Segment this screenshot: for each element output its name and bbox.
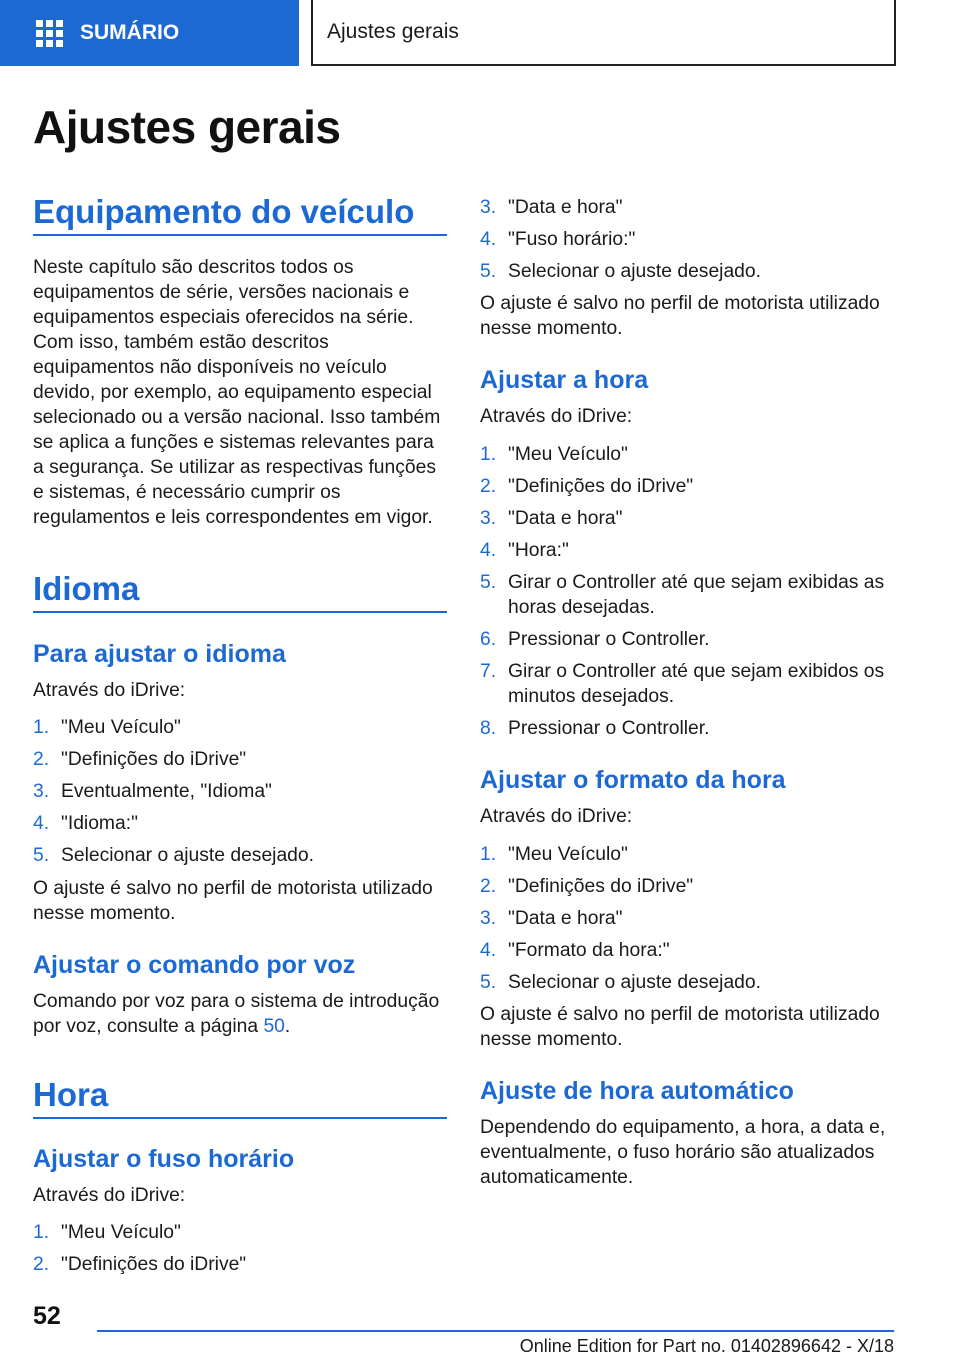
top-bar	[0, 0, 960, 66]
section-title-idioma: Idioma	[33, 570, 140, 607]
list-item: 2. "Definições do iDrive"	[480, 476, 694, 497]
breadcrumb-label: Ajustes gerais	[327, 20, 459, 43]
list-item: 3. "Data e hora"	[480, 508, 623, 529]
formato-intro: Através do iDrive:	[480, 806, 633, 827]
section-title-equipamento: Equipamento do veículo	[33, 193, 415, 230]
list-item: 2. "Definições do iDrive"	[33, 749, 247, 770]
list-item: 5. Selecionar o ajuste desejado.	[33, 845, 314, 866]
subsection-title-automatico: Ajuste de hora automático	[480, 1077, 794, 1105]
sumario-label: SUMÁRIO	[80, 21, 180, 44]
fuso-intro: Através do iDrive:	[33, 1185, 186, 1206]
section-divider	[33, 611, 447, 613]
list-item: 3. "Data e hora"	[480, 908, 623, 929]
section-divider	[33, 234, 447, 236]
list-item: 7. Girar o Controller até que sejam exibidos os minutos desejados.	[480, 661, 885, 707]
page-title: Ajustes gerais	[33, 101, 341, 153]
list-item: 5. Selecionar o ajuste desejado.	[480, 972, 761, 993]
subsection-title-comando-voz: Ajustar o comando por voz	[33, 951, 356, 979]
breadcrumb	[311, 0, 896, 66]
footer-divider	[97, 1330, 894, 1332]
subsection-title-ajustar-idioma: Para ajustar o idioma	[33, 640, 286, 668]
list-item: 4. "Fuso horário:"	[480, 229, 636, 250]
list-item: 3. "Data e hora"	[480, 197, 623, 218]
page-link[interactable]: 50	[263, 1016, 285, 1037]
grid-icon	[36, 20, 63, 47]
list-item: 4. "Hora:"	[480, 540, 569, 561]
ajustar-hora-steps	[480, 442, 894, 748]
formato-note: O ajuste é salvo no perfil de motorista utilizado nesse momento.	[480, 1004, 880, 1050]
list-item: 5. Selecionar o ajuste desejado.	[480, 261, 761, 282]
list-item: 1. "Meu Veículo"	[480, 444, 628, 465]
subsection-title-fuso: Ajustar o fuso horário	[33, 1145, 295, 1173]
list-item: 4. "Formato da hora:"	[480, 940, 670, 961]
list-item: 1. "Meu Veículo"	[480, 844, 628, 865]
list-item: 6. Pressionar o Controller.	[480, 629, 710, 650]
section-title-hora: Hora	[33, 1076, 109, 1113]
section-divider	[33, 1117, 447, 1119]
list-item: 1. "Meu Veículo"	[33, 1222, 181, 1243]
fuso-note: O ajuste é salvo no perfil de motorista utilizado nesse momento.	[480, 293, 880, 339]
list-item: 8. Pressionar o Controller.	[480, 718, 710, 739]
formato-steps	[480, 842, 894, 1002]
list-item: 5. Girar o Controller até que sejam exibidas as horas desejadas.	[480, 572, 885, 618]
idioma-note: O ajuste é salvo no perfil de motorista utilizado nesse momento.	[33, 878, 433, 924]
fuso-steps-cont	[480, 195, 894, 291]
automatico-text: Dependendo do equipamento, a hora, a data e, eventualmente, o fuso horário são atualizados automaticamente.	[480, 1117, 886, 1188]
sumario-button[interactable]	[0, 0, 299, 66]
list-item: 3. Eventualmente, "Idioma"	[33, 781, 272, 802]
idioma-steps	[33, 715, 447, 875]
ajustar-hora-intro: Através do iDrive:	[480, 406, 633, 427]
subsection-title-formato: Ajustar o formato da hora	[480, 766, 786, 794]
list-item: 2. "Definições do iDrive"	[480, 876, 694, 897]
fuso-steps	[33, 1220, 447, 1284]
subsection-title-ajustar-hora: Ajustar a hora	[480, 366, 649, 394]
list-item: 1. "Meu Veículo"	[33, 717, 181, 738]
footer-edition: Online Edition for Part no. 01402896642 - X/18	[519, 1336, 894, 1356]
comando-voz-text: Comando por voz para o sistema de introdução por voz, consulte a página 50.	[33, 991, 440, 1037]
page-number: 52	[33, 1302, 61, 1330]
list-item: 4. "Idioma:"	[33, 813, 138, 834]
equipamento-text: Neste capítulo são descritos todos os equipamentos de série, versões nacionais e equipamentos especiais oferecidos na série. Com isso, também estão descritos equipamentos não disponíveis no veículo devido, por exemplo, ao equipamento especial selecionado ou a versão nacional. Isso também se aplica a funções e sistemas relevantes para a segurança. Se utilizar as respectivas funções e sistemas, é necessário cumprir os regulamentos e leis correspondentes em vigor.	[33, 257, 441, 528]
list-item: 2. "Definições do iDrive"	[33, 1254, 247, 1275]
idioma-intro: Através do iDrive:	[33, 680, 186, 701]
